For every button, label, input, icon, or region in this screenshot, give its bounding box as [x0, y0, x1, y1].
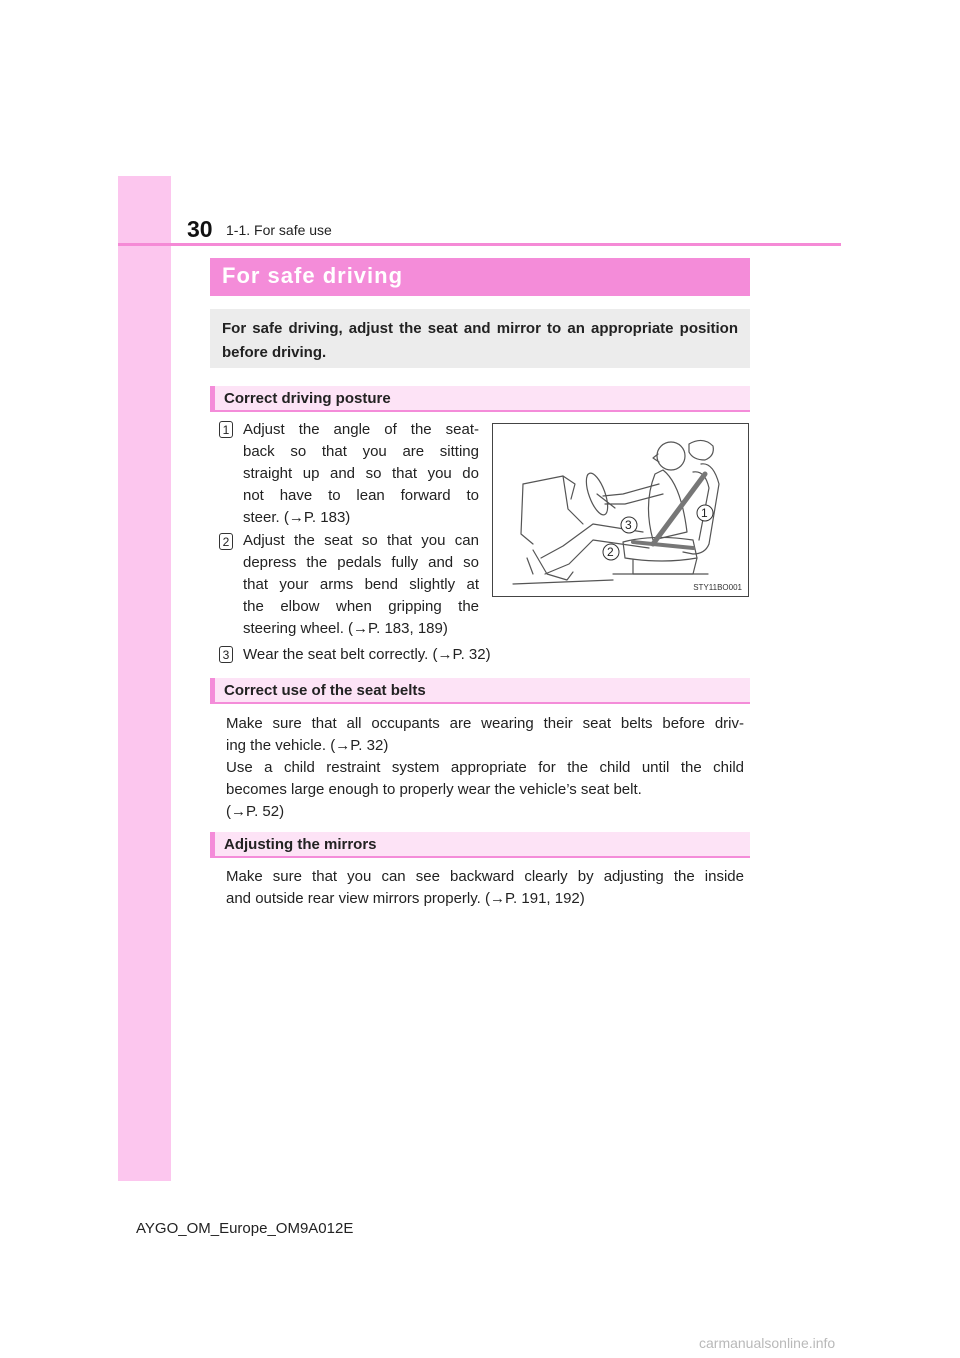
seat-belts-heading: [210, 678, 750, 704]
callout-1: 1: [701, 506, 708, 520]
mirrors-heading-label: Adjusting the mirrors: [224, 836, 377, 853]
seat-belts-heading-label: Correct use of the seat belts: [224, 682, 426, 699]
seat-belts-paragraph: [226, 713, 744, 823]
dashboard-lower: [521, 484, 533, 544]
item-marker-1: 1: [219, 421, 233, 438]
title-banner: [210, 258, 750, 296]
item-2-line: the elbow when gripping the: [243, 598, 479, 615]
header-divider: [118, 243, 841, 246]
posture-item-1: [243, 419, 479, 529]
page-title: For safe driving: [222, 263, 404, 288]
side-tab-strip: [118, 176, 171, 1181]
callout-3: 3: [625, 518, 632, 532]
page-number: 30: [187, 216, 213, 242]
seat-belts-line: becomes large enough to properly wear the vehicle’s seat belt.: [226, 781, 642, 798]
item-2-line: Adjust the seat so that you can: [243, 532, 479, 549]
item-1-line: straight up and so that you do: [243, 465, 479, 482]
posture-item-3: [243, 644, 643, 666]
item-3-line: Wear the seat belt correctly. (→P. 32): [243, 646, 491, 663]
item-1-line: Adjust the angle of the seat-: [243, 421, 479, 438]
floor-line: [513, 580, 613, 584]
mirrors-heading: [210, 832, 750, 858]
item-2-line: steering wheel. (→P. 183, 189): [243, 620, 448, 637]
posture-item-2: [243, 530, 479, 640]
item-marker-3: 3: [219, 646, 233, 663]
mirrors-paragraph: [226, 866, 744, 910]
driver-head: [657, 442, 685, 470]
figure-code: STY11BO001: [693, 583, 742, 592]
headrest: [689, 440, 713, 460]
dashboard-outline: [523, 476, 575, 499]
intro-text: For safe driving, adjust the seat and mirror to an appropriate position before driving.: [222, 320, 738, 361]
seat-belts-line: Use a child restraint system appropriate for the child until the child: [226, 759, 744, 776]
item-marker-2: 2: [219, 533, 233, 550]
mirrors-line: and outside rear view mirrors properly. (→P. 191, 192): [226, 890, 585, 907]
seat-belts-line: Make sure that all occupants are wearing their seat belts before driv-: [226, 715, 744, 732]
driver-seat-drawing: [493, 424, 748, 596]
callout-2: 2: [607, 545, 614, 559]
posture-heading: [210, 386, 750, 412]
seat-belts-line: (→P. 52): [226, 803, 285, 820]
driver-face: [653, 454, 659, 462]
pedal: [527, 558, 533, 574]
watermark: carmanualsonline.info: [699, 1335, 836, 1351]
mirrors-line: Make sure that you can see backward clearly by adjusting the inside: [226, 868, 744, 885]
item-1-line: steer. (→P. 183): [243, 509, 351, 526]
item-2-line: depress the pedals fully and so: [243, 554, 479, 571]
item-1-line: not have to lean forward to: [243, 487, 479, 504]
document-footer: AYGO_OM_Europe_OM9A012E: [136, 1220, 354, 1237]
driving-posture-illustration: [492, 423, 749, 597]
item-1-line: back so that you are sitting: [243, 443, 479, 460]
section-reference: 1-1. For safe use: [226, 222, 332, 238]
intro-box: [210, 309, 750, 368]
posture-heading-label: Correct driving posture: [224, 390, 391, 407]
item-2-line: that your arms bend slightly at: [243, 576, 479, 593]
seat-belts-line: ing the vehicle. (→P. 32): [226, 737, 389, 754]
